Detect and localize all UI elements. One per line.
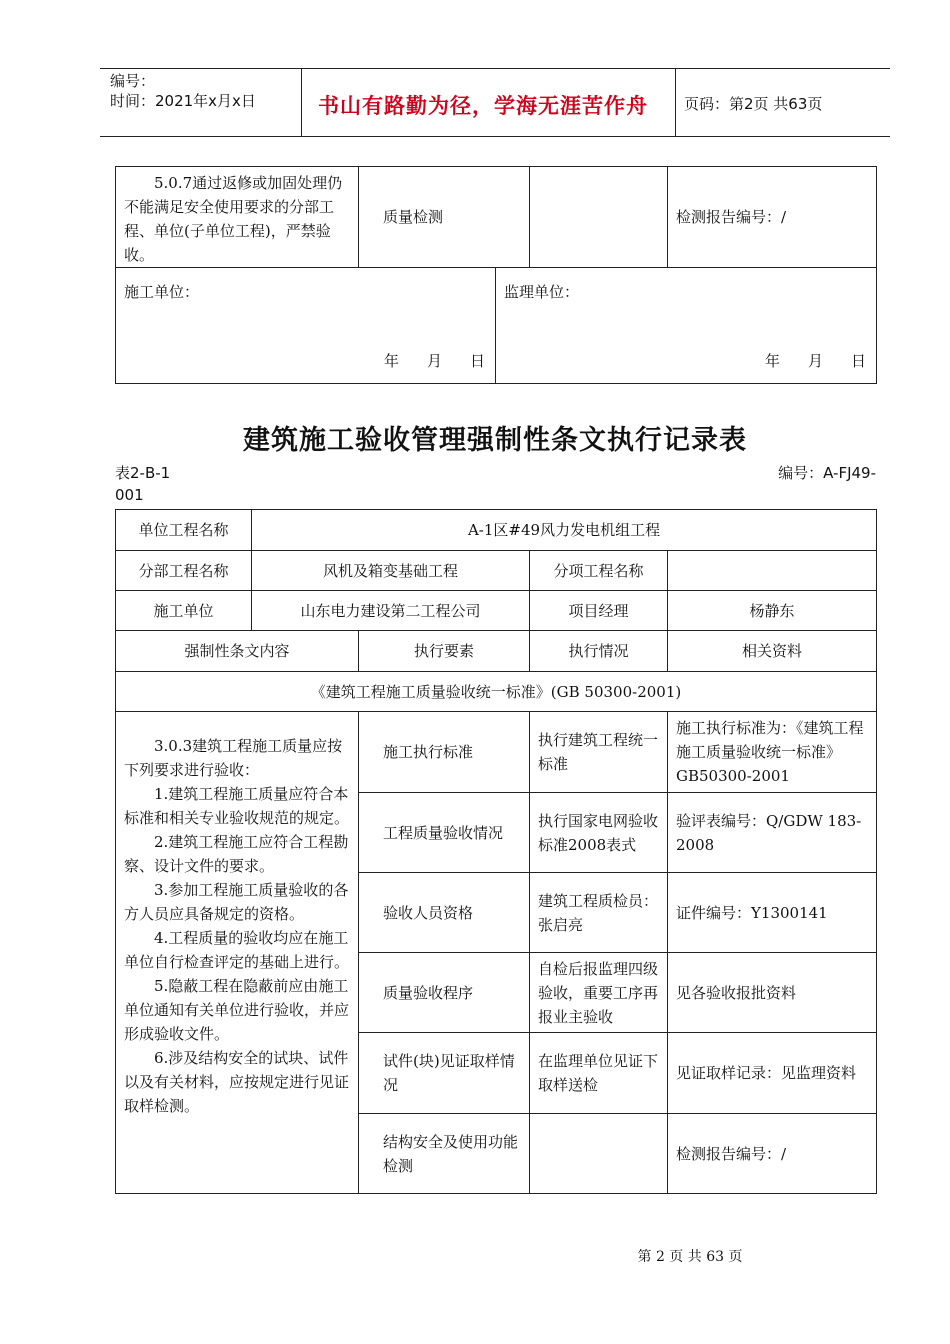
materials-cell: 见证取样记录：见监理资料 bbox=[668, 1033, 877, 1114]
table-header-row bbox=[116, 631, 877, 672]
table-row bbox=[116, 672, 877, 712]
main-table bbox=[115, 509, 877, 1194]
materials-cell: 检测报告编号：/ bbox=[668, 1114, 877, 1194]
element-cell: 质量验收程序 bbox=[359, 953, 530, 1033]
col-header-element: 执行要素 bbox=[359, 631, 530, 672]
item-project-value bbox=[668, 551, 877, 591]
status-cell: 建筑工程质检员：张启亮 bbox=[530, 873, 668, 953]
materials-cell: 证件编号：Y1300141 bbox=[668, 873, 877, 953]
col-header-clause: 强制性条文内容 bbox=[116, 631, 359, 672]
record-code: 编号：A-FJ49- bbox=[778, 464, 876, 482]
table-number: 表2-B-1 bbox=[115, 464, 171, 482]
status-cell bbox=[530, 1114, 668, 1194]
manager-value: 杨静东 bbox=[668, 591, 877, 631]
materials-cell: 验评表编号：Q/GDW 183-2008 bbox=[668, 793, 877, 873]
supervision-unit-label: 监理单位： bbox=[504, 283, 580, 301]
sub-project-label: 分部工程名称 bbox=[116, 551, 252, 591]
clause-text: 3.0.3建筑工程施工质量应按下列要求进行验收： 1.建筑工程施工质量应符合本标准和相关专业验收规范的规定。 2.建筑工程施工应符合工程勘察、设计文件的要求。 3.参加工程施工质量验收的各方人员应具备规定的资格。 4.工程质量的验收均应在施工单位自行检查评定的基础上进行。 5.隐蔽工程在隐蔽前应由施工单位通知有关单位进行验收，并应形成验收文件。 6.涉及结构安全的试块、试件以及有关材料，应按规定进行见证取样检测。 bbox=[116, 712, 359, 1194]
doc-time-label: 时间：2021年x月x日 bbox=[110, 92, 256, 110]
table-row bbox=[116, 712, 877, 793]
element-cell: 工程质量验收情况 bbox=[359, 793, 530, 873]
header-bottom-rule bbox=[100, 136, 890, 137]
record-code-continued: 001 bbox=[115, 486, 144, 504]
doc-number-label: 编号： bbox=[110, 72, 156, 90]
materials-cell: 见各验收报批资料 bbox=[668, 953, 877, 1033]
table-row bbox=[116, 167, 877, 268]
status-cell: 执行建筑工程统一标准 bbox=[530, 712, 668, 793]
table-row bbox=[116, 551, 877, 591]
materials-cell: 检测报告编号：/ bbox=[668, 167, 877, 268]
page-footer: 第 2 页 共 63 页 bbox=[637, 1249, 743, 1265]
element-cell: 结构安全及使用功能检测 bbox=[359, 1114, 530, 1194]
header-top-rule bbox=[100, 68, 890, 69]
construction-unit-label: 施工单位： bbox=[124, 283, 200, 301]
date-line: 年 月 日 bbox=[764, 352, 867, 370]
clause-text: 5.0.7通过返修或加固处理仍不能满足安全使用要求的分部工程、单位(子单位工程)，严禁验收。 bbox=[116, 167, 359, 268]
element-cell: 施工执行标准 bbox=[359, 712, 530, 793]
status-cell: 执行国家电网验收标准2008表式 bbox=[530, 793, 668, 873]
element-cell: 试件(块)见证取样情况 bbox=[359, 1033, 530, 1114]
status-cell: 自检后报监理四级验收，重要工序再报业主验收 bbox=[530, 953, 668, 1033]
header-motto: 书山有路勤为径，学海无涯苦作舟 bbox=[318, 94, 648, 118]
col-header-materials: 相关资料 bbox=[668, 631, 877, 672]
status-cell bbox=[530, 167, 668, 268]
contractor-label: 施工单位 bbox=[116, 591, 252, 631]
page-indicator: 页码：第2页 共63页 bbox=[684, 95, 823, 113]
unit-project-value: A-1区#49风力发电机组工程 bbox=[252, 510, 877, 551]
page-title: 建筑施工验收管理强制性条文执行记录表 bbox=[243, 425, 747, 456]
unit-project-label: 单位工程名称 bbox=[116, 510, 252, 551]
element-cell: 验收人员资格 bbox=[359, 873, 530, 953]
construction-unit-signoff bbox=[116, 268, 496, 384]
header-divider bbox=[675, 68, 676, 136]
col-header-status: 执行情况 bbox=[530, 631, 668, 672]
table-row bbox=[116, 591, 877, 631]
status-cell: 在监理单位见证下取样送检 bbox=[530, 1033, 668, 1114]
table-row bbox=[116, 268, 877, 384]
item-project-label: 分项工程名称 bbox=[530, 551, 668, 591]
contractor-value: 山东电力建设第二工程公司 bbox=[252, 591, 530, 631]
supervision-unit-signoff bbox=[496, 268, 877, 384]
materials-cell: 施工执行标准为：《建筑工程施工质量验收统一标准》GB50300-2001 bbox=[668, 712, 877, 793]
top-table bbox=[115, 166, 877, 384]
date-line: 年 月 日 bbox=[383, 352, 485, 370]
sub-project-value: 风机及箱变基础工程 bbox=[252, 551, 530, 591]
standard-name: 《建筑工程施工质量验收统一标准》(GB 50300-2001) bbox=[116, 672, 877, 712]
element-cell: 质量检测 bbox=[359, 167, 530, 268]
header-divider bbox=[301, 68, 302, 136]
table-row bbox=[116, 510, 877, 551]
manager-label: 项目经理 bbox=[530, 591, 668, 631]
